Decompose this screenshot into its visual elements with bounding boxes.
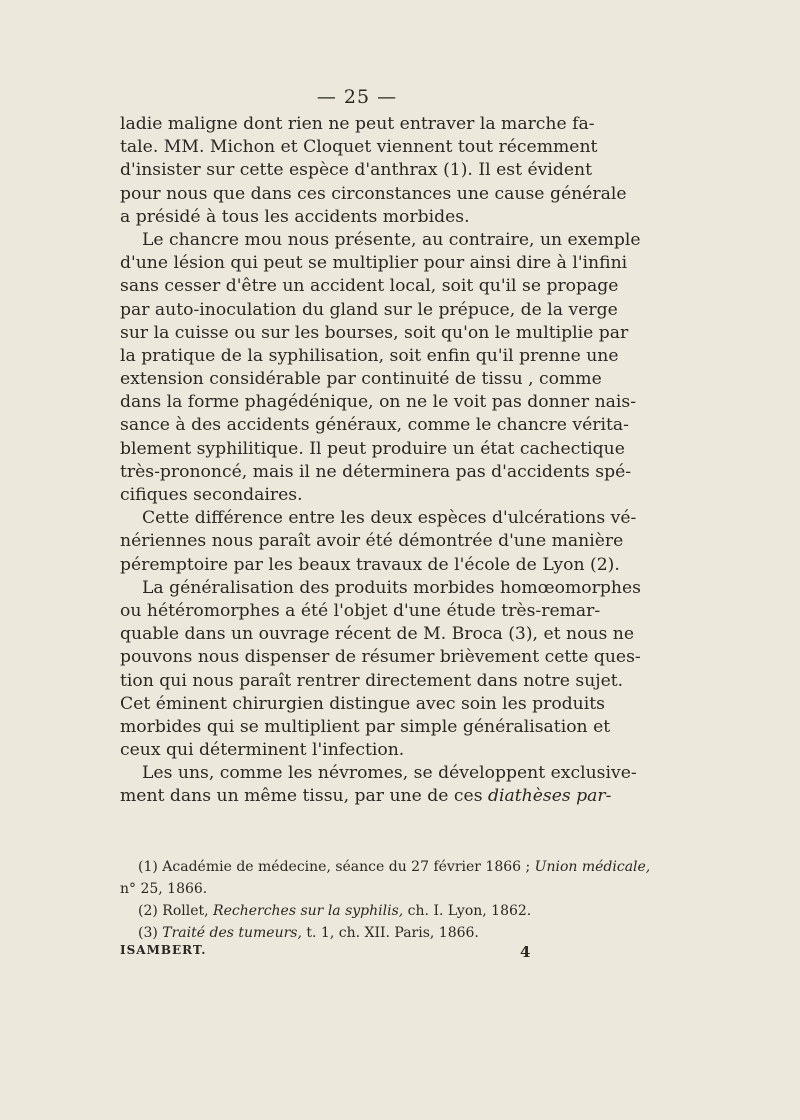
text-line: morbides qui se multiplient par simple généralisation et [120, 716, 611, 737]
page-number: — 25 — [316, 86, 398, 108]
text-line: péremptoire par les beaux travaux de l'école de Lyon (2). [120, 554, 620, 575]
text-span: ment dans un même tissu, par une de ces [120, 786, 488, 807]
text-line: tion qui nous paraît rentrer directement dans notre sujet. [120, 670, 624, 691]
text-line: par auto-inoculation du gland sur le prépuce, de la verge [120, 299, 618, 320]
footnote-italic: Traité des tumeurs, [162, 925, 302, 941]
italic-term: diathèses par- [487, 786, 612, 807]
text-line: nériennes nous paraît avoir été démontrée d'une manière [120, 531, 624, 552]
text-line: d'une lésion qui peut se multiplier pour ainsi dire à l'infini [120, 253, 628, 274]
footnote-text: (2) Rollet, [138, 903, 214, 919]
page-footer [120, 943, 588, 961]
footnote-italic: Recherches sur la syphilis, [213, 903, 404, 919]
text-line: tale. MM. Michon et Cloquet viennent tout récemment [120, 137, 598, 158]
footnotes [120, 856, 651, 944]
text-line: sur la cuisse ou sur les bourses, soit qu'on le multiplie par [120, 322, 629, 343]
footnote-italic: Union médicale, [534, 859, 651, 875]
text-line: pour nous que dans ces circonstances une cause générale [120, 183, 627, 204]
text-line: ladie maligne dont rien ne peut entraver la marche fa- [120, 114, 595, 134]
footnote-text: ch. I. Lyon, 1862. [403, 903, 532, 919]
footnote-1 [120, 856, 651, 878]
footnote-text: t. 1, ch. XII. Paris, 1866. [301, 925, 479, 941]
text-line: la pratique de la syphilisation, soit enfin qu'il prenne une [120, 345, 619, 366]
text-line: Cet éminent chirurgien distingue avec soin les produits [120, 693, 605, 714]
text-line: La généralisation des produits morbides homœomorphes [142, 577, 641, 598]
text-line: Le chancre mou nous présente, au contraire, un exemple [142, 229, 641, 250]
footnote-2 [120, 900, 588, 922]
text-line: quable dans un ouvrage récent de M. Broca (3), et nous ne [120, 624, 635, 645]
footnote-text: (3) [138, 925, 163, 941]
text-line: Cette différence entre les deux espèces d'ulcérations vé- [142, 508, 637, 529]
text-line: sance à des accidents généraux, comme le chancre vérita- [120, 415, 629, 436]
text-line: sans cesser d'être un accident local, soit qu'il se propage [120, 276, 619, 297]
footnote-text: n° 25, 1866. [120, 881, 208, 897]
text-line: dans la forme phagédénique, on ne le voit pas donner nais- [120, 392, 637, 413]
text-line: d'insister sur cette espèce d'anthrax (1). Il est évident [120, 160, 592, 181]
text-line: Les uns, comme les névromes, se développent exclusive- [142, 763, 637, 784]
body-text [120, 113, 641, 809]
footnote-text: (1) Académie de médecine, séance du 27 février 1866 ; [138, 859, 535, 875]
text-line: pouvons nous dispenser de résumer brièvement cette ques- [120, 647, 641, 668]
text-line: blement syphilitique. Il peut produire un état cachectique [120, 438, 625, 459]
text-line: a présidé à tous les accidents morbides. [120, 206, 470, 227]
text-line [120, 785, 612, 808]
text-line: ou hétéromorphes a été l'objet d'une étude très-remar- [120, 600, 601, 621]
footnote-1-cont [120, 878, 588, 900]
text-line: cifiques secondaires. [120, 485, 303, 505]
text-line: extension considérable par continuité de tissu , comme [120, 369, 602, 390]
text-line: ceux qui déterminent l'infection. [120, 740, 405, 761]
gathering-signature: 4 [520, 943, 532, 961]
text-line: très-prononcé, mais il ne déterminera pas d'accidents spé- [120, 461, 632, 482]
footnote-3 [120, 922, 588, 944]
author-signature-mark: ISAMBERT. [120, 943, 207, 957]
